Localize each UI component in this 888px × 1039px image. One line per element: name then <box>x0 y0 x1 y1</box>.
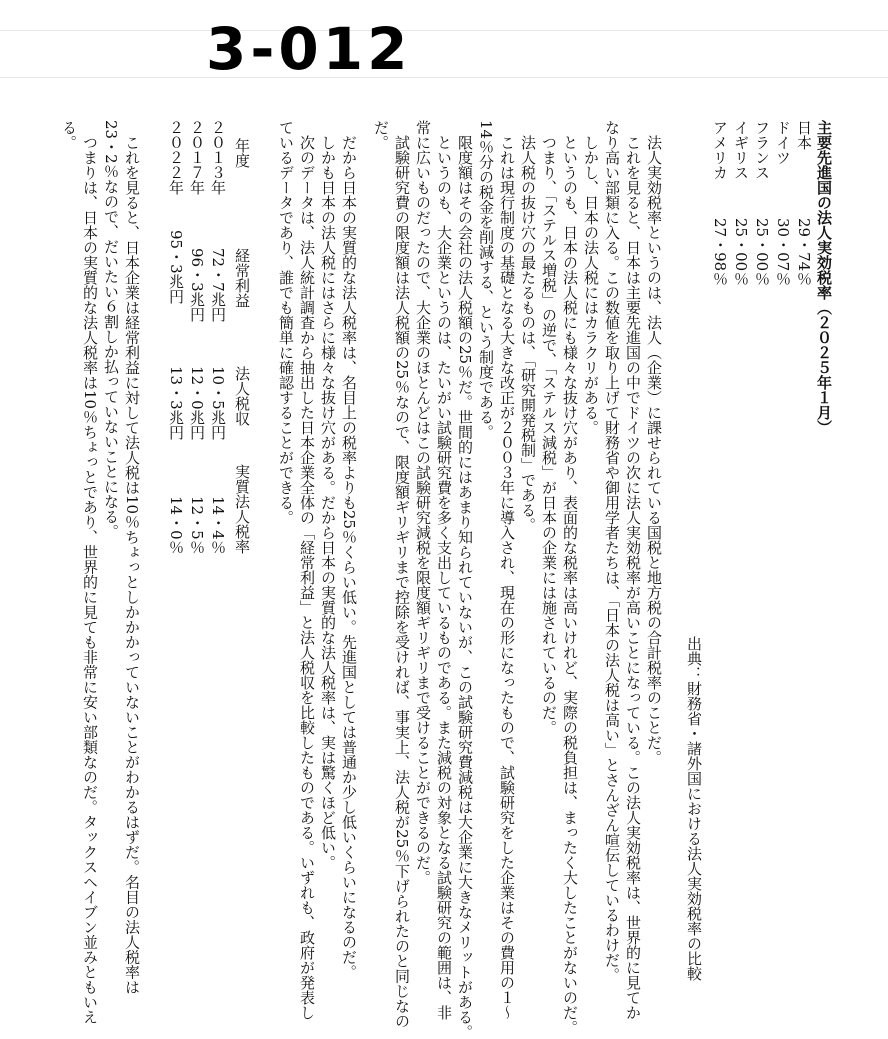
closing-line: 23・2％なので、だいたい６割しか払っていないことになる。 <box>102 120 120 539</box>
body-line: だ。 <box>372 120 390 150</box>
table-cell-tax: 13・3兆円 <box>167 366 185 440</box>
body-line: 常に広いものだったので、大企業のほとんどはこの試験研究減税を限度額ギリギリまで受けることができるのだ。 <box>414 120 432 885</box>
body-line: 14％分の税金を削減する、という制度である。 <box>477 120 495 440</box>
table-cell-tax: 10・5兆円 <box>209 366 227 440</box>
body-line: 法人実効税率というのは、法人（企業）に課せられている国税と地方税の合計税率のことだ。 <box>645 120 663 765</box>
body-line: しかし、日本の法人税にはカラクリがある。 <box>582 120 600 435</box>
rate-value: 27・98％ <box>711 218 729 287</box>
rate-country: アメリカ <box>711 120 729 180</box>
body-line: しかも日本の法人税にはさらに様々な抜け穴がある。だから日本の実質的な法人税率は、実は驚くほど低い。 <box>319 120 337 870</box>
table-cell-profit: 72・7兆円 <box>209 248 227 322</box>
body-line: 次のデータは、法人統計調査から抽出した日本企業全体の「経常利益」と法人税収を比較したものである。いずれも、政府が発表し <box>298 120 316 1020</box>
page-code: 3-012 <box>206 15 412 83</box>
table-header: 経常利益 <box>233 248 251 308</box>
rate-country: 日本 <box>795 120 813 150</box>
table-cell-tax: 12・0兆円 <box>188 366 206 440</box>
table-header: 年度 <box>233 138 251 168</box>
table-header: 法人税収 <box>233 366 251 426</box>
table-cell-rate: 12・5％ <box>188 496 206 555</box>
body-line: 限度額はその会社の法人税額の25％だ。世間的にはあまり知られていないが、この試験研究費減税は大企業に大きなメリットがある。 <box>456 120 474 1039</box>
body-line: 試験研究費の限度額は法人税額の25％なので、限度額ギリギリまで控除を受ければ、事実上、法人税が25％下げられたのと同じなの <box>393 120 411 1029</box>
rate-country: イギリス <box>732 120 750 180</box>
closing-line: る。 <box>60 120 78 150</box>
body-line: つまり、「ステルス増税」の逆で、「ステルス減税」が日本の企業には施されているのだ。 <box>540 120 558 735</box>
rate-value: 25・00％ <box>753 218 771 287</box>
body-line: だから日本の実質的な法人税率は、名目上の税率よりも25％くらい低い。先進国としては普通か少し低いくらいになるのだ。 <box>340 120 358 980</box>
body-line: というのも、大企業というのは、たいがい試験研究費を多く支出しているものである。また減税の対象となる試験研究の範囲は、非 <box>435 120 453 1020</box>
table-cell-year: ２０１７年 <box>188 120 206 195</box>
closing-line: これを見ると、日本企業は経常利益に対して法人税は10％ちょっとしかかかっていないことがわかるはずだ。名目の法人税率は <box>123 120 141 995</box>
section-title: 主要先進国の法人実効税率（２０２５年１月） <box>815 120 833 435</box>
body-line: というのも、日本の法人税にも様々な抜け穴があり、表面的な税率は高いけれど、実際の税負担は、まったく大したことがないのだ。 <box>561 120 579 1035</box>
body-line: これを見ると、日本は主要先進国の中でドイツの次に法人実効税率が高いことになっている。この法人実効税率は、世界的に見てか <box>624 120 642 1020</box>
table-cell-rate: 14・0％ <box>167 496 185 555</box>
table-cell-profit: 96・3兆円 <box>188 248 206 322</box>
rate-value: 29・74％ <box>795 218 813 287</box>
rate-country: フランス <box>753 120 771 180</box>
source-note: 出典：財務省・諸外国における法人実効税率の比較 <box>685 636 703 981</box>
table-header: 実質法人税率 <box>233 464 251 554</box>
table-cell-year: ２０１３年 <box>209 120 227 195</box>
body-line: なり高い部類に入る。この数値を取り上げて財務省や御用学者たちは、「日本の法人税は高い」とさんざん喧伝しているわけだ。 <box>603 120 621 983</box>
body-line: ているデータであり、誰でも簡単に確認することができる。 <box>277 120 295 525</box>
rate-country: ドイツ <box>774 120 792 165</box>
body-line: これは現行制度の基礎となる大きな改正が２００３年に導入され、現在の形になったもので、試験研究をした企業はその費用の１〜 <box>498 120 516 1020</box>
closing-line: つまりは、日本の実質的な法人税率は10％ちょっとであり、世界的に見ても非常に安い部類なのだ。タックスヘイブン並みともいえ <box>81 120 99 1025</box>
rate-value: 30・07％ <box>774 218 792 287</box>
body-line: 法人税の抜け穴の最たるものは、「研究開発税制」である。 <box>519 120 537 533</box>
table-cell-year: ２０２２年 <box>167 120 185 195</box>
table-cell-rate: 14・4％ <box>209 496 227 555</box>
header-band <box>0 30 888 78</box>
table-cell-profit: 95・3兆円 <box>167 230 185 304</box>
rate-value: 25・00％ <box>732 218 750 287</box>
